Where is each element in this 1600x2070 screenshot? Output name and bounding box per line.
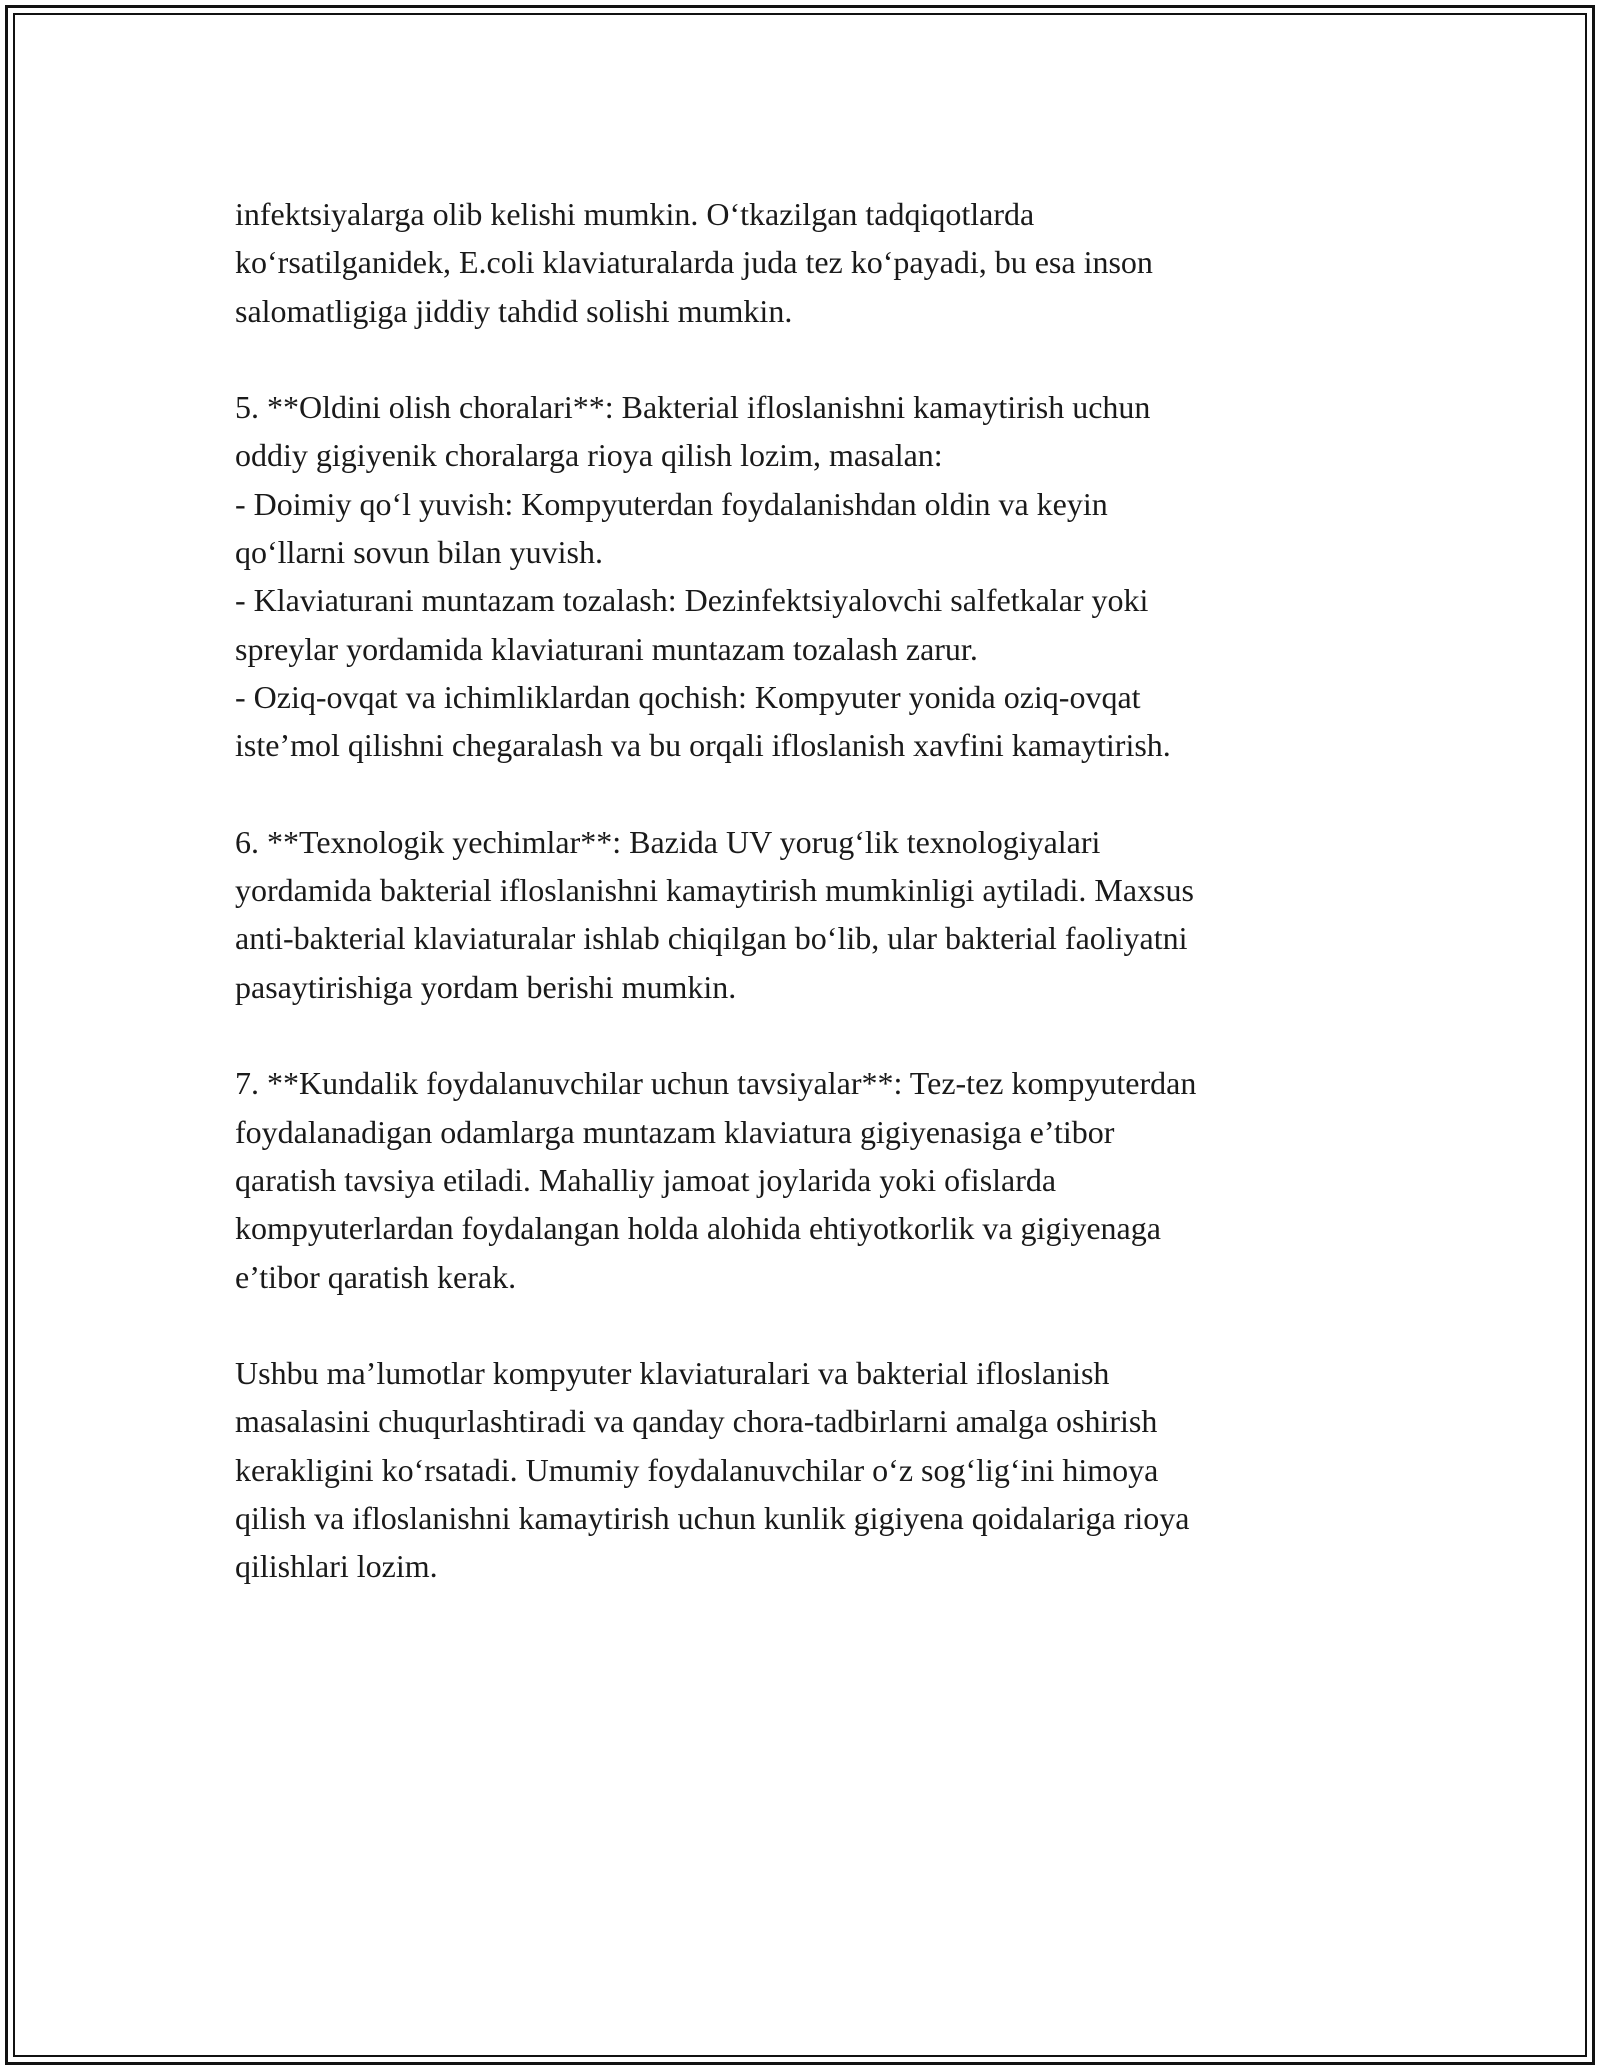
- paragraph-conclusion: Ushbu ma’lumotlar kompyuter klaviaturalari va bakterial ifloslanish masalasini chuqurlashtiradi va qanday chora-tadbirlarni amalga oshirish kerakligini ko‘rsatadi. Umumiy foydalanuvchilar o‘z sog‘lig‘ini himoya qilish va ifloslanishni kamaytirish uchun kunlik gigiyena qoidalariga rioya qilishlari lozim.: [235, 1355, 1190, 1585]
- paragraph-gap: [235, 1011, 1355, 1059]
- paragraph-gap: [235, 335, 1355, 383]
- paragraph-technological-solutions: 6. **Texnologik yechimlar**: Bazida UV yorug‘lik texnologiyalari yordamida bakterial ifloslanishni kamaytirish mumkinligi aytiladi. Maxsus anti-bakterial klaviaturalar ishlab chiqilgan bo‘lib, ular bakterial faoliyatni pasaytirishiga yordam berishi mumkin.: [235, 823, 1194, 1005]
- paragraph-prevention-measures: 5. **Oldini olish choralari**: Bakterial ifloslanishni kamaytirish uchun oddiy gigiyenik choralarga rioya qilish lozim, masalan: - Doimiy qo‘l yuvish: Kompyuterdan foydalanishdan oldin va keyin qo‘llarni sovun bilan yuvish. - Klaviaturani muntazam tozalash: Dezinfektsiyalovchi salfetkalar yoki spreylar yordamida klaviaturani muntazam tozalash zarur. - Oziq-ovqat va ichimliklardan qochish: Kompyuter yonida oziq-ovqat iste’mol qilishni chegaralash va bu orqali ifloslanish xavfini kamaytirish.: [235, 389, 1171, 764]
- paragraph-gap: [235, 1301, 1355, 1349]
- paragraph-gap: [235, 770, 1355, 818]
- paragraph-daily-user-recommendations: 7. **Kundalik foydalanuvchilar uchun tavsiyalar**: Tez-tez kompyuterdan foydalanadigan odamlarga muntazam klaviatura gigiyenasiga e’tibor qaratish tavsiya etiladi. Mahalliy jamoat joylarida yoki ofislarda kompyuterlardan foydalangan holda alohida ehtiyotkorlik va gigiyenaga e’tibor qaratish kerak.: [235, 1065, 1197, 1295]
- document-body: [235, 190, 1355, 1591]
- paragraph-infection-continuation: infektsiyalarga olib kelishi mumkin. O‘tkazilgan tadqiqotlarda ko‘rsatilganidek, E.coli klaviaturalarda juda tez ko‘payadi, bu esa inson salomatligiga jiddiy tahdid solishi mumkin.: [235, 196, 1153, 329]
